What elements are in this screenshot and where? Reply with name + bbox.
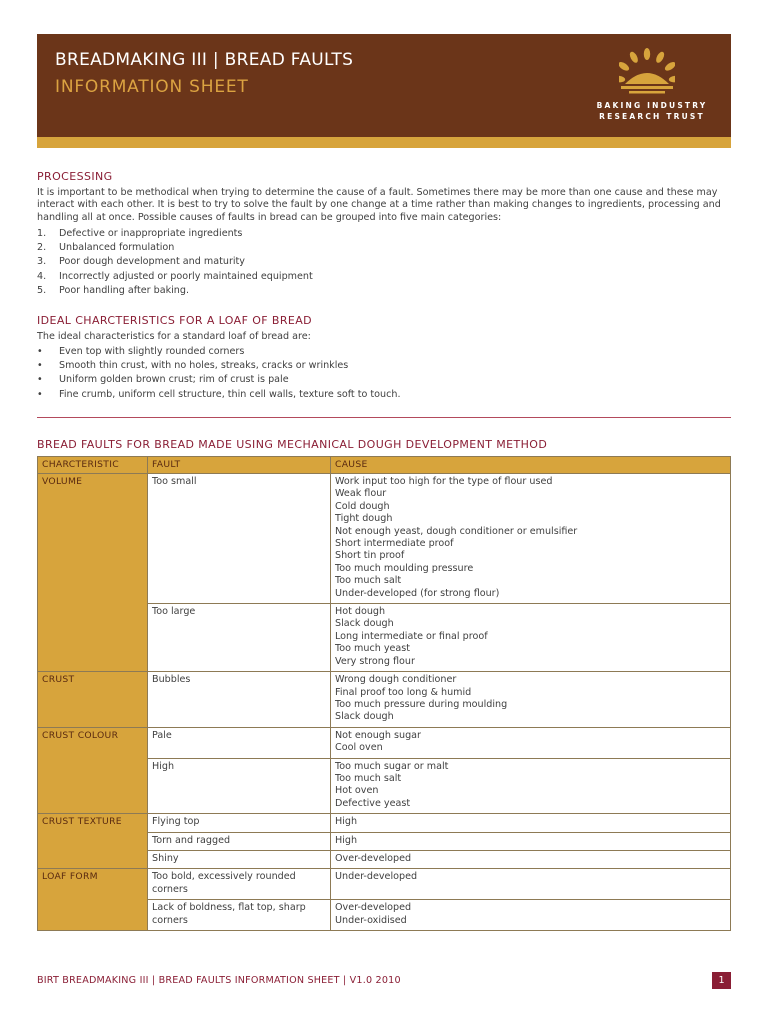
cause-line: Under-developed (for strong flour)	[335, 587, 500, 599]
fault-cell: Flying top	[148, 814, 331, 832]
fault-cell: Lack of boldness, flat top, sharp corners	[148, 900, 331, 931]
ideal-intro: The ideal characteristics for a standard loaf of bread are:	[37, 331, 311, 342]
cause-line: Cool oven	[335, 742, 383, 754]
list-item: • Even top with slightly rounded corners	[37, 346, 245, 357]
header-banner	[37, 34, 731, 137]
cause-line: Slack dough	[335, 711, 394, 723]
cause-line: Too much salt	[335, 772, 402, 784]
fault-cell: Shiny	[148, 850, 331, 868]
characteristic-cell: CRUST	[38, 672, 148, 728]
page-number: 1	[712, 972, 731, 989]
fault-cell: Bubbles	[148, 672, 331, 728]
cause-line: Short intermediate proof	[335, 538, 454, 550]
wheat-sunburst-icon	[619, 46, 675, 96]
cause-line: Tight dough	[335, 513, 393, 525]
cause-line: Over-developed	[335, 852, 412, 864]
characteristic-cell: CRUST COLOUR	[38, 727, 148, 813]
header-gold-stripe	[37, 137, 731, 148]
characteristic-cell: CRUST TEXTURE	[38, 814, 148, 869]
table-row	[38, 814, 731, 832]
characteristic-cell: LOAF FORM	[38, 869, 148, 931]
cause-line: Slack dough	[335, 618, 394, 630]
processing-list	[37, 227, 727, 298]
logo-line-2: RESEARCH TRUST	[599, 112, 705, 121]
logo-line-1: BAKING INDUSTRY	[596, 101, 708, 110]
table-row	[38, 869, 731, 900]
fault-cell: Torn and ragged	[148, 832, 331, 850]
cause-line: Very strong flour	[335, 655, 415, 667]
cause-line: Long intermediate or final proof	[335, 630, 488, 642]
cause-line: Not enough yeast, dough conditioner or emulsifier	[335, 525, 578, 537]
faults-table	[37, 456, 731, 931]
table-row	[38, 672, 731, 728]
cause-line: Hot oven	[335, 785, 379, 797]
cause-cell	[331, 727, 731, 758]
cause-line: Too much sugar or malt	[335, 760, 449, 772]
cause-line: Work input too high for the type of flour used	[335, 476, 553, 487]
cause-cell	[331, 814, 731, 832]
column-header-cause: CAUSE	[331, 457, 731, 474]
ideal-list	[37, 345, 727, 402]
column-header-characteristic: CHARCTERISTIC	[38, 457, 148, 474]
cause-cell	[331, 672, 731, 728]
fault-cell: Too small	[148, 474, 331, 604]
processing-heading: PROCESSING	[37, 170, 113, 183]
cause-cell	[331, 869, 731, 900]
cause-line: Defective yeast	[335, 797, 411, 809]
cause-cell	[331, 850, 731, 868]
table-row	[38, 727, 731, 758]
processing-intro: It is important to be methodical when trying to determine the cause of a fault. Sometimes there may be more than one cause and these may interact with each other. It is best to try to solve the fault by one change at a time rather than making changes to ingredients, processing and handling all at once. Possible causes of faults in bread can be grouped into five main categories:	[37, 187, 721, 223]
list-item: • Uniform golden brown crust; rim of crust is pale	[37, 374, 289, 386]
list-item: 2. Unbalanced formulation	[37, 242, 175, 254]
cause-line: Hot dough	[335, 606, 386, 618]
footer-text: BIRT BREADMAKING III | BREAD FAULTS INFORMATION SHEET | V1.0 2010	[37, 975, 401, 986]
list-item: • Smooth thin crust, with no holes, streaks, cracks or wrinkles	[37, 360, 349, 372]
list-item: 3. Poor dough development and maturity	[37, 256, 245, 268]
logo-wordmark	[585, 100, 719, 122]
table-header-row	[38, 457, 731, 474]
cause-line: High	[335, 834, 358, 846]
cause-cell	[331, 604, 731, 672]
cause-line: Final proof too long & humid	[335, 686, 472, 698]
cause-line: Over-developed	[335, 902, 412, 914]
column-header-fault: FAULT	[148, 457, 331, 474]
list-item: 5. Poor handling after baking.	[37, 284, 190, 296]
faults-table-heading: BREAD FAULTS FOR BREAD MADE USING MECHANICAL DOUGH DEVELOPMENT METHOD	[37, 438, 548, 451]
cause-line: Too much moulding pressure	[335, 562, 474, 574]
cause-line: Too much yeast	[335, 643, 411, 655]
cause-line: Not enough sugar	[335, 729, 422, 741]
cause-line: Short tin proof	[335, 550, 405, 562]
fault-cell: High	[148, 758, 331, 814]
fault-cell: Too bold, excessively rounded corners	[148, 869, 331, 900]
list-item: 1. Defective or inappropriate ingredients	[37, 228, 243, 239]
cause-line: Wrong dough conditioner	[335, 674, 457, 686]
list-item: • Fine crumb, uniform cell structure, thin cell walls, texture soft to touch.	[37, 388, 401, 400]
fault-cell: Pale	[148, 727, 331, 758]
page-title: BREADMAKING III | BREAD FAULTS	[55, 50, 354, 70]
fault-cell: Too large	[148, 604, 331, 672]
table-row	[38, 474, 731, 604]
cause-line: Weak flour	[335, 488, 387, 500]
characteristic-cell: VOLUME	[38, 474, 148, 672]
page-subtitle: INFORMATION SHEET	[55, 77, 249, 97]
cause-line: Cold dough	[335, 500, 390, 512]
cause-line: Under-developed	[335, 871, 418, 883]
ideal-heading: IDEAL CHARCTERISTICS FOR A LOAF OF BREAD	[37, 314, 313, 327]
cause-cell	[331, 900, 731, 931]
cause-cell	[331, 474, 731, 604]
cause-cell	[331, 832, 731, 850]
cause-line: High	[335, 816, 358, 828]
cause-line: Too much pressure during moulding	[335, 698, 508, 710]
list-item: 4. Incorrectly adjusted or poorly maintained equipment	[37, 270, 313, 282]
cause-line: Too much salt	[335, 575, 402, 587]
cause-cell	[331, 758, 731, 814]
section-divider	[37, 417, 731, 418]
cause-line: Under-oxidised	[335, 914, 407, 926]
